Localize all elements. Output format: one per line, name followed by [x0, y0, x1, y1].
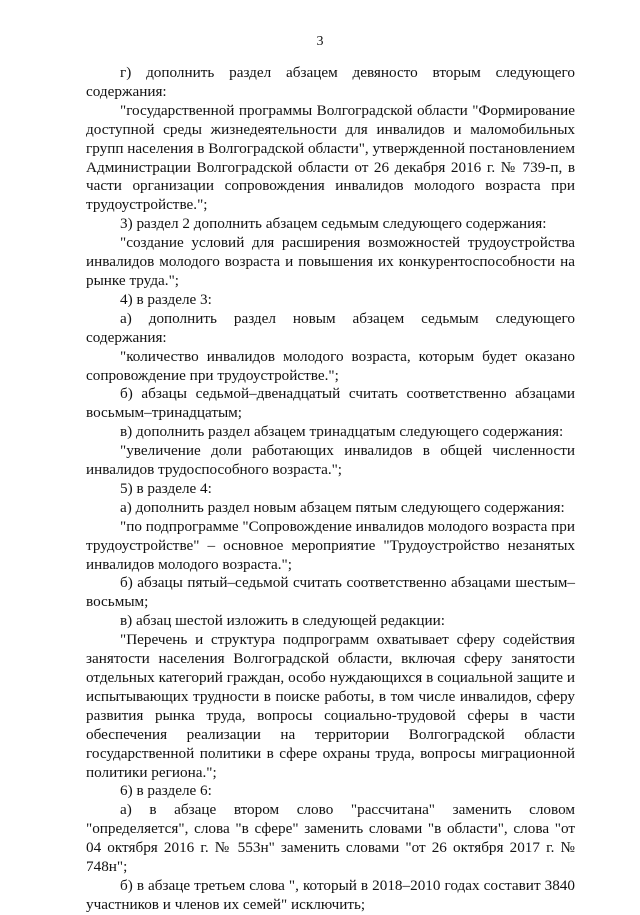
paragraph-g-add-ninety-second: г) дополнить раздел абзацем девяносто вторым следующего содержания: — [86, 64, 575, 100]
paragraph-quote-share-working: "увеличение доли работающих инвалидов в общей численности инвалидов трудоспособного возраста."; — [86, 442, 575, 479]
paragraph-item-4-section-3: 4) в разделе 3: — [120, 290, 212, 308]
paragraph-5b-renumber: б) абзацы пятый–седьмой считать соответственно абзацами шестым–восьмым; — [86, 574, 575, 611]
paragraph-quote-creating-conditions: "создание условий для расширения возможностей трудоустройства инвалидов молодого возраста и повышения их конкурентоспособности на рынке труда."; — [86, 234, 575, 289]
paragraph-quote-list-and-structure: "Перечень и структура подпрограмм охватывает сферу содействия занятости населения Волгоградской области, включая сферу занятости отдельных категорий граждан, особо нуждающихся в социальной защите и испытывающих трудности в поиске работы, в том числе инвалидов, сферу развития рынка труда, вопросы социально-трудовой сферы в части обеспечения реализации на территории Волгоградской области государственной политики в сфере охраны труда, вопросы миграционной политики региона."; — [86, 631, 575, 781]
paragraph-4a-add-seventh: а) дополнить раздел новым абзацем седьмым следующего содержания: — [86, 309, 575, 346]
paragraph-quote-number-of-disabled: "количество инвалидов молодого возраста, которым будет оказано сопровождение при трудоустройстве."; — [86, 347, 575, 384]
paragraph-6a-replace-words: а) в абзаце втором слово "рассчитана" заменить словом "определяется", слова "в сфере" заменить словами "в области", слова "от 04 октября 2016 г. № 553н" заменить словами "от 26 октября 2017 г. № 748н"; — [86, 801, 575, 876]
paragraph-quote-subprogram: "по подпрограмме "Сопровождение инвалидов молодого возраста при трудоустройстве" – основное мероприятие "Трудоустройство незанятых инвалидов молодого возраста."; — [86, 517, 575, 573]
paragraph-6b-exclude-words: б) в абзаце третьем слова ", который в 2018–2010 годах составит 3840 участников и членов их семей" исключить; — [86, 876, 575, 913]
paragraph-item-6-section-6: 6) в разделе 6: — [120, 782, 212, 800]
page-number: 3 — [316, 34, 324, 49]
paragraph-4c-add-thirteenth: в) дополнить раздел абзацем тринадцатым следующего содержания: — [120, 423, 564, 441]
paragraph-4b-renumber: б) абзацы седьмой–двенадцатый считать соответственно абзацами восьмым–тринадцатым; — [86, 385, 575, 422]
document-body — [86, 64, 575, 915]
paragraph-quote-state-program: "государственной программы Волгоградской области "Формирование доступной среды жизнедеятельности для инвалидов и маломобильных групп населения в Волгоградской области", утвержденной постановлением Администрации Волгоградской области от 26 декабря 2016 г. № 739-п, в части организации сопровождения инвалидов молодого возраста при трудоустройстве."; — [86, 101, 575, 214]
paragraph-item-3-section-2: 3) раздел 2 дополнить абзацем седьмым следующего содержания: — [120, 215, 547, 233]
paragraph-5c-restate-sixth: в) абзац шестой изложить в следующей редакции: — [120, 612, 446, 630]
paragraph-item-5-section-4: 5) в разделе 4: — [120, 479, 212, 497]
paragraph-5a-add-fifth: а) дополнить раздел новым абзацем пятым следующего содержания: — [120, 498, 565, 516]
